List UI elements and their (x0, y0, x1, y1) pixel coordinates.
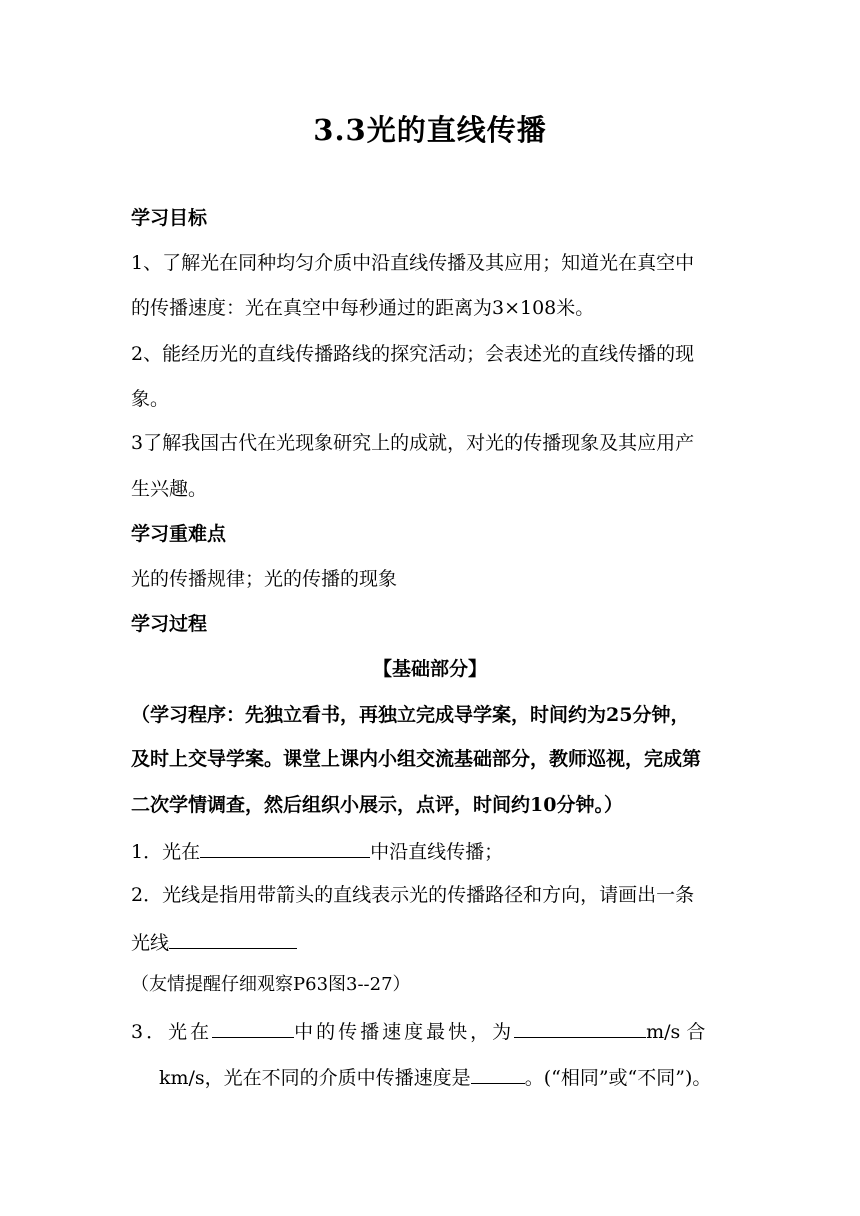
question-3-blank-medium[interactable] (212, 1017, 294, 1038)
objective-3-line-1: 3了解我国古代在光现象研究上的成就，对光的传播现象及其应用产 (131, 432, 695, 454)
question-2-line-2 (131, 928, 741, 956)
question-3-prefix: 3．光在 (131, 1021, 213, 1043)
section-title: 【基础部分】 (372, 658, 487, 680)
objective-2-line-1: 2、能经历光的直线传播路线的探究活动；会表述光的直线传播的现 (131, 343, 695, 365)
question-3-blank-speed[interactable] (514, 1017, 646, 1038)
key-points-heading: 学习重难点 (131, 523, 227, 545)
question-2-hint: （友情提醒仔细观察P63图3--27） (131, 974, 411, 995)
question-3-suffix: m/s 合 (646, 1021, 706, 1043)
question-1 (131, 837, 741, 865)
procedure-line-1: （学习程序：先独立看书，再独立完成导学案，时间约为25分钟， (131, 704, 690, 726)
question-3-line-1 (131, 1017, 741, 1045)
page-title: 3.3光的直线传播 (313, 113, 547, 147)
process-heading: 学习过程 (131, 613, 208, 635)
question-1-blank[interactable] (200, 837, 370, 858)
question-1-suffix: 中沿直线传播； (370, 841, 504, 863)
question-2-prefix: 光线 (131, 932, 170, 954)
objective-3-line-2: 生兴趣。 (131, 478, 208, 500)
procedure-line-3: 二次学情调查，然后组织小展示，点评，时间约10分钟。） (131, 794, 623, 816)
procedure-line-2: 及时上交导学案。课堂上课内小组交流基础部分，教师巡视，完成第 (131, 748, 702, 770)
question-3-line-2-prefix: km/s，光在不同的介质中传播速度是 (159, 1067, 471, 1089)
objective-1-line-1: 1、了解光在同种均匀介质中沿直线传播及其应用；知道光在真空中 (131, 252, 695, 274)
objective-1-line-2: 的传播速度：光在真空中每秒通过的距离为3×108米。 (131, 297, 595, 319)
question-2-blank[interactable] (169, 928, 297, 949)
key-points-text: 光的传播规律；光的传播的现象 (131, 568, 398, 590)
question-1-prefix: 1．光在 (131, 841, 201, 863)
question-3-mid: 中的传播速度最快，为 (294, 1021, 515, 1043)
question-3-blank-compare[interactable] (471, 1063, 525, 1084)
question-3-line-2 (159, 1063, 769, 1091)
objectives-heading: 学习目标 (131, 207, 208, 229)
question-3-line-2-suffix: 。(“相同”或“不同”)。 (524, 1067, 712, 1089)
objective-2-line-2: 象。 (131, 388, 170, 410)
question-2-line-1: 2．光线是指用带箭头的直线表示光的传播路径和方向，请画出一条 (131, 884, 695, 906)
